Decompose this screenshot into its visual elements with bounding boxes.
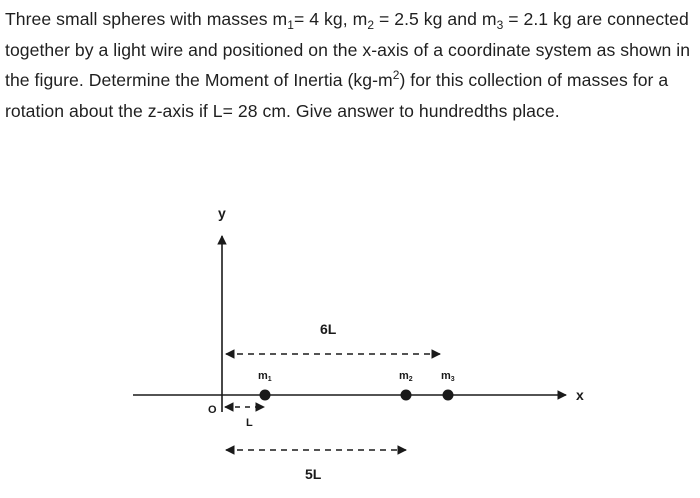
y-axis-label: y — [218, 205, 226, 221]
mass-2-sphere — [401, 390, 412, 401]
mass-2-label — [399, 370, 413, 383]
problem-text-5: ) for this collection of masses for a rotation about the z-axis if L= 28 cm. Give answer to hundredths place. — [5, 70, 669, 121]
dimension-5L-label: 5L — [305, 466, 322, 482]
mass-3-label — [441, 370, 455, 383]
x-axis-label: x — [576, 387, 584, 403]
mass-2-letter: m — [399, 370, 409, 382]
m1-subscript: 1 — [287, 18, 294, 32]
mass-3-letter: m — [441, 370, 451, 382]
mass-1-sphere — [260, 390, 271, 401]
problem-text-3: = 2.5 kg and m — [374, 9, 497, 29]
m3-subscript: 3 — [496, 18, 504, 32]
problem-text-1: Three small spheres with masses m — [5, 9, 288, 29]
mass-2-subscript: 2 — [408, 376, 413, 383]
problem-text-2: = 4 kg, m — [294, 9, 368, 29]
origin-label: O — [208, 404, 217, 416]
problem-text-4: = 2.1 kg are connected together by a light wire and positioned on the x-axis of a coordinate system as shown in the figure. Determine the Moment of Inertia (kg-m — [5, 9, 691, 90]
mass-1-letter: m — [258, 370, 268, 382]
mass-1-label — [258, 370, 272, 383]
mass-1-subscript: 1 — [267, 376, 272, 383]
mass-3-subscript: 3 — [450, 376, 455, 383]
units-superscript: 2 — [392, 68, 400, 82]
dimension-6L-label: 6L — [320, 321, 337, 337]
mass-3-sphere — [443, 390, 454, 401]
m2-subscript: 2 — [367, 18, 375, 32]
dimension-L-label: L — [246, 417, 253, 429]
